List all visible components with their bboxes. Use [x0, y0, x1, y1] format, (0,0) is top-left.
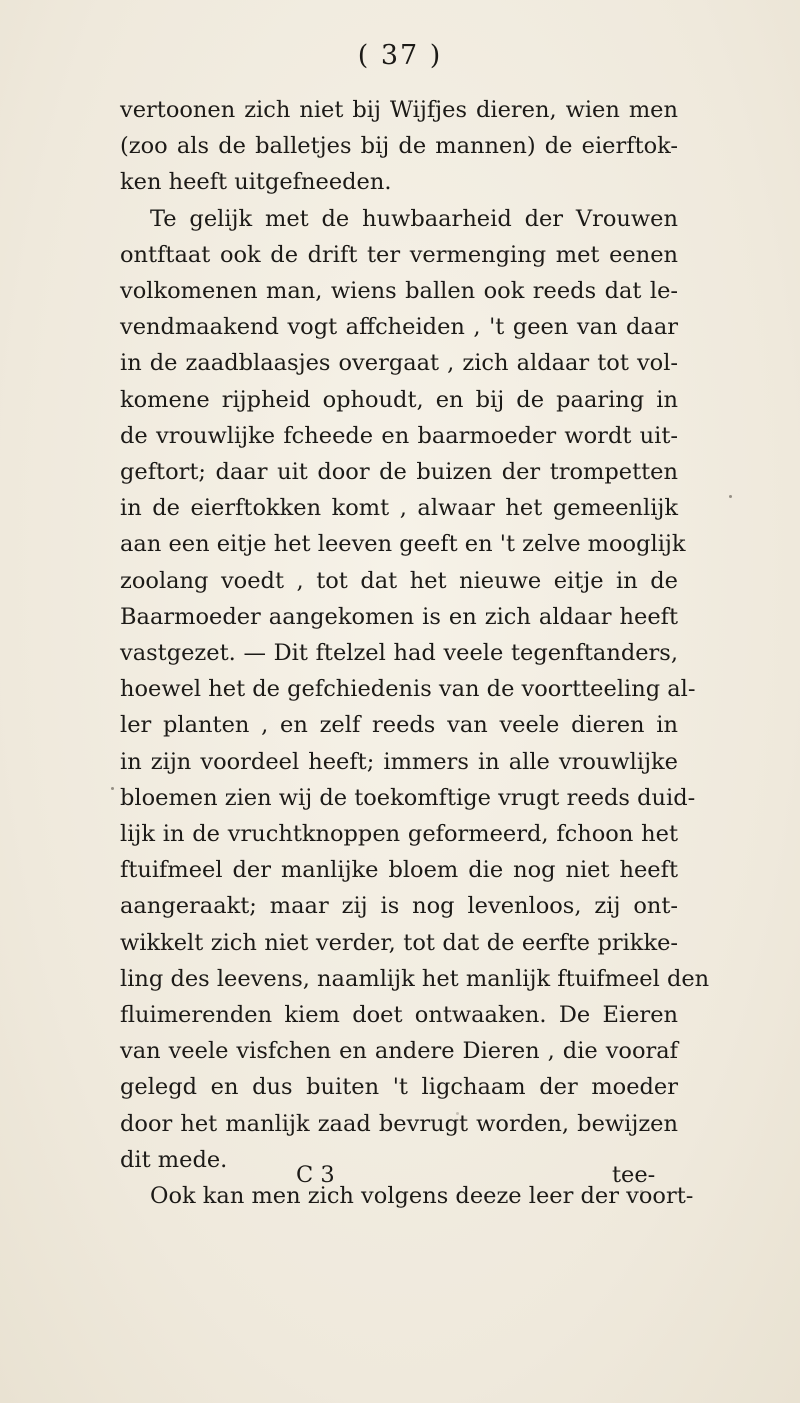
text-line: ler planten , en zelf reeds van veele dieren in [120, 712, 678, 739]
text-line: bloemen zien wij de toekomftige vrugt reeds duid- [120, 784, 696, 811]
signature-mark: C 3 [296, 1162, 335, 1188]
paper-speck [729, 495, 732, 498]
text-line: gelegd en dus buiten 't ligchaam der moeder [120, 1074, 678, 1101]
text-line: volkomenen man, wiens ballen ook reeds dat le- [120, 278, 678, 304]
text-line: ken heeft uitgefneeden. [120, 169, 392, 196]
text-line: vertoonen zich niet bij Wijfjes dieren, wien men [120, 97, 678, 123]
text-line: in de eierftokken komt , alwaar het gemeenlijk [120, 495, 678, 522]
text-line: aangeraakt; maar zij is nog levenloos, zij ont- [120, 893, 678, 920]
text-line: vendmaakend vogt affcheiden , 't geen van daar [120, 314, 678, 341]
text-line: de vrouwlijke fcheede en baarmoeder wordt uit- [120, 422, 678, 449]
text-line: ftuifmeel der manlijke bloem die nog niet heeft [120, 857, 678, 884]
text-line: vastgezet. — Dit ftelzel had veele tegenftanders, [120, 640, 678, 666]
text-line: ling des leevens, naamlijk het manlijk ftuifmeel den [120, 965, 710, 992]
text-line: Ook kan men zich volgens deeze leer der voort- [150, 1183, 694, 1209]
text-line: in de zaadblaasjes overgaat , zich aldaar tot vol- [120, 350, 678, 377]
text-line: van veele visfchen en andere Dieren , die vooraf [120, 1038, 678, 1065]
text-line: lijk in de vruchtknoppen geformeerd, fchoon het [120, 821, 678, 847]
text-line: Baarmoeder aangekomen is en zich aldaar heeft [120, 603, 678, 630]
paper-speck [111, 787, 114, 790]
paper-speck [456, 1112, 459, 1115]
text-line: hoewel het de gefchiedenis van de voortteeling al- [120, 676, 696, 703]
page-number: ( 37 ) [357, 40, 443, 71]
text-line: fluimerenden kiem doet ontwaaken. De Eieren [120, 1002, 678, 1028]
paper-speck [640, 1190, 643, 1193]
text-line: dit mede. [120, 1146, 228, 1173]
text-line: (zoo als de balletjes bij de mannen) de eierftok- [120, 133, 678, 160]
text-line: in zijn voordeel heeft; immers in alle vrouwlijke [120, 748, 678, 775]
page-footer [0, 1157, 800, 1193]
text-line: Te gelijk met de huwbaarheid der Vrouwen [150, 205, 678, 232]
text-line: wikkelt zich niet verder, tot dat de eerfte prikke- [120, 929, 678, 956]
text-line: komene rijpheid ophoudt, en bij de paaring in [120, 386, 678, 413]
text-line: geftort; daar uit door de buizen der trompetten [120, 459, 678, 485]
text-line: ontftaat ook de drift ter vermenging met eenen [120, 241, 678, 268]
catchword: tee- [612, 1162, 656, 1188]
text-line: zoolang voedt , tot dat het nieuwe eitje in de [120, 567, 678, 594]
text-line: door het manlijk zaad bevrugt worden, bewijzen [120, 1110, 678, 1137]
text-line: aan een eitje het leeven geeft en 't zelve mooglijk [120, 531, 686, 558]
